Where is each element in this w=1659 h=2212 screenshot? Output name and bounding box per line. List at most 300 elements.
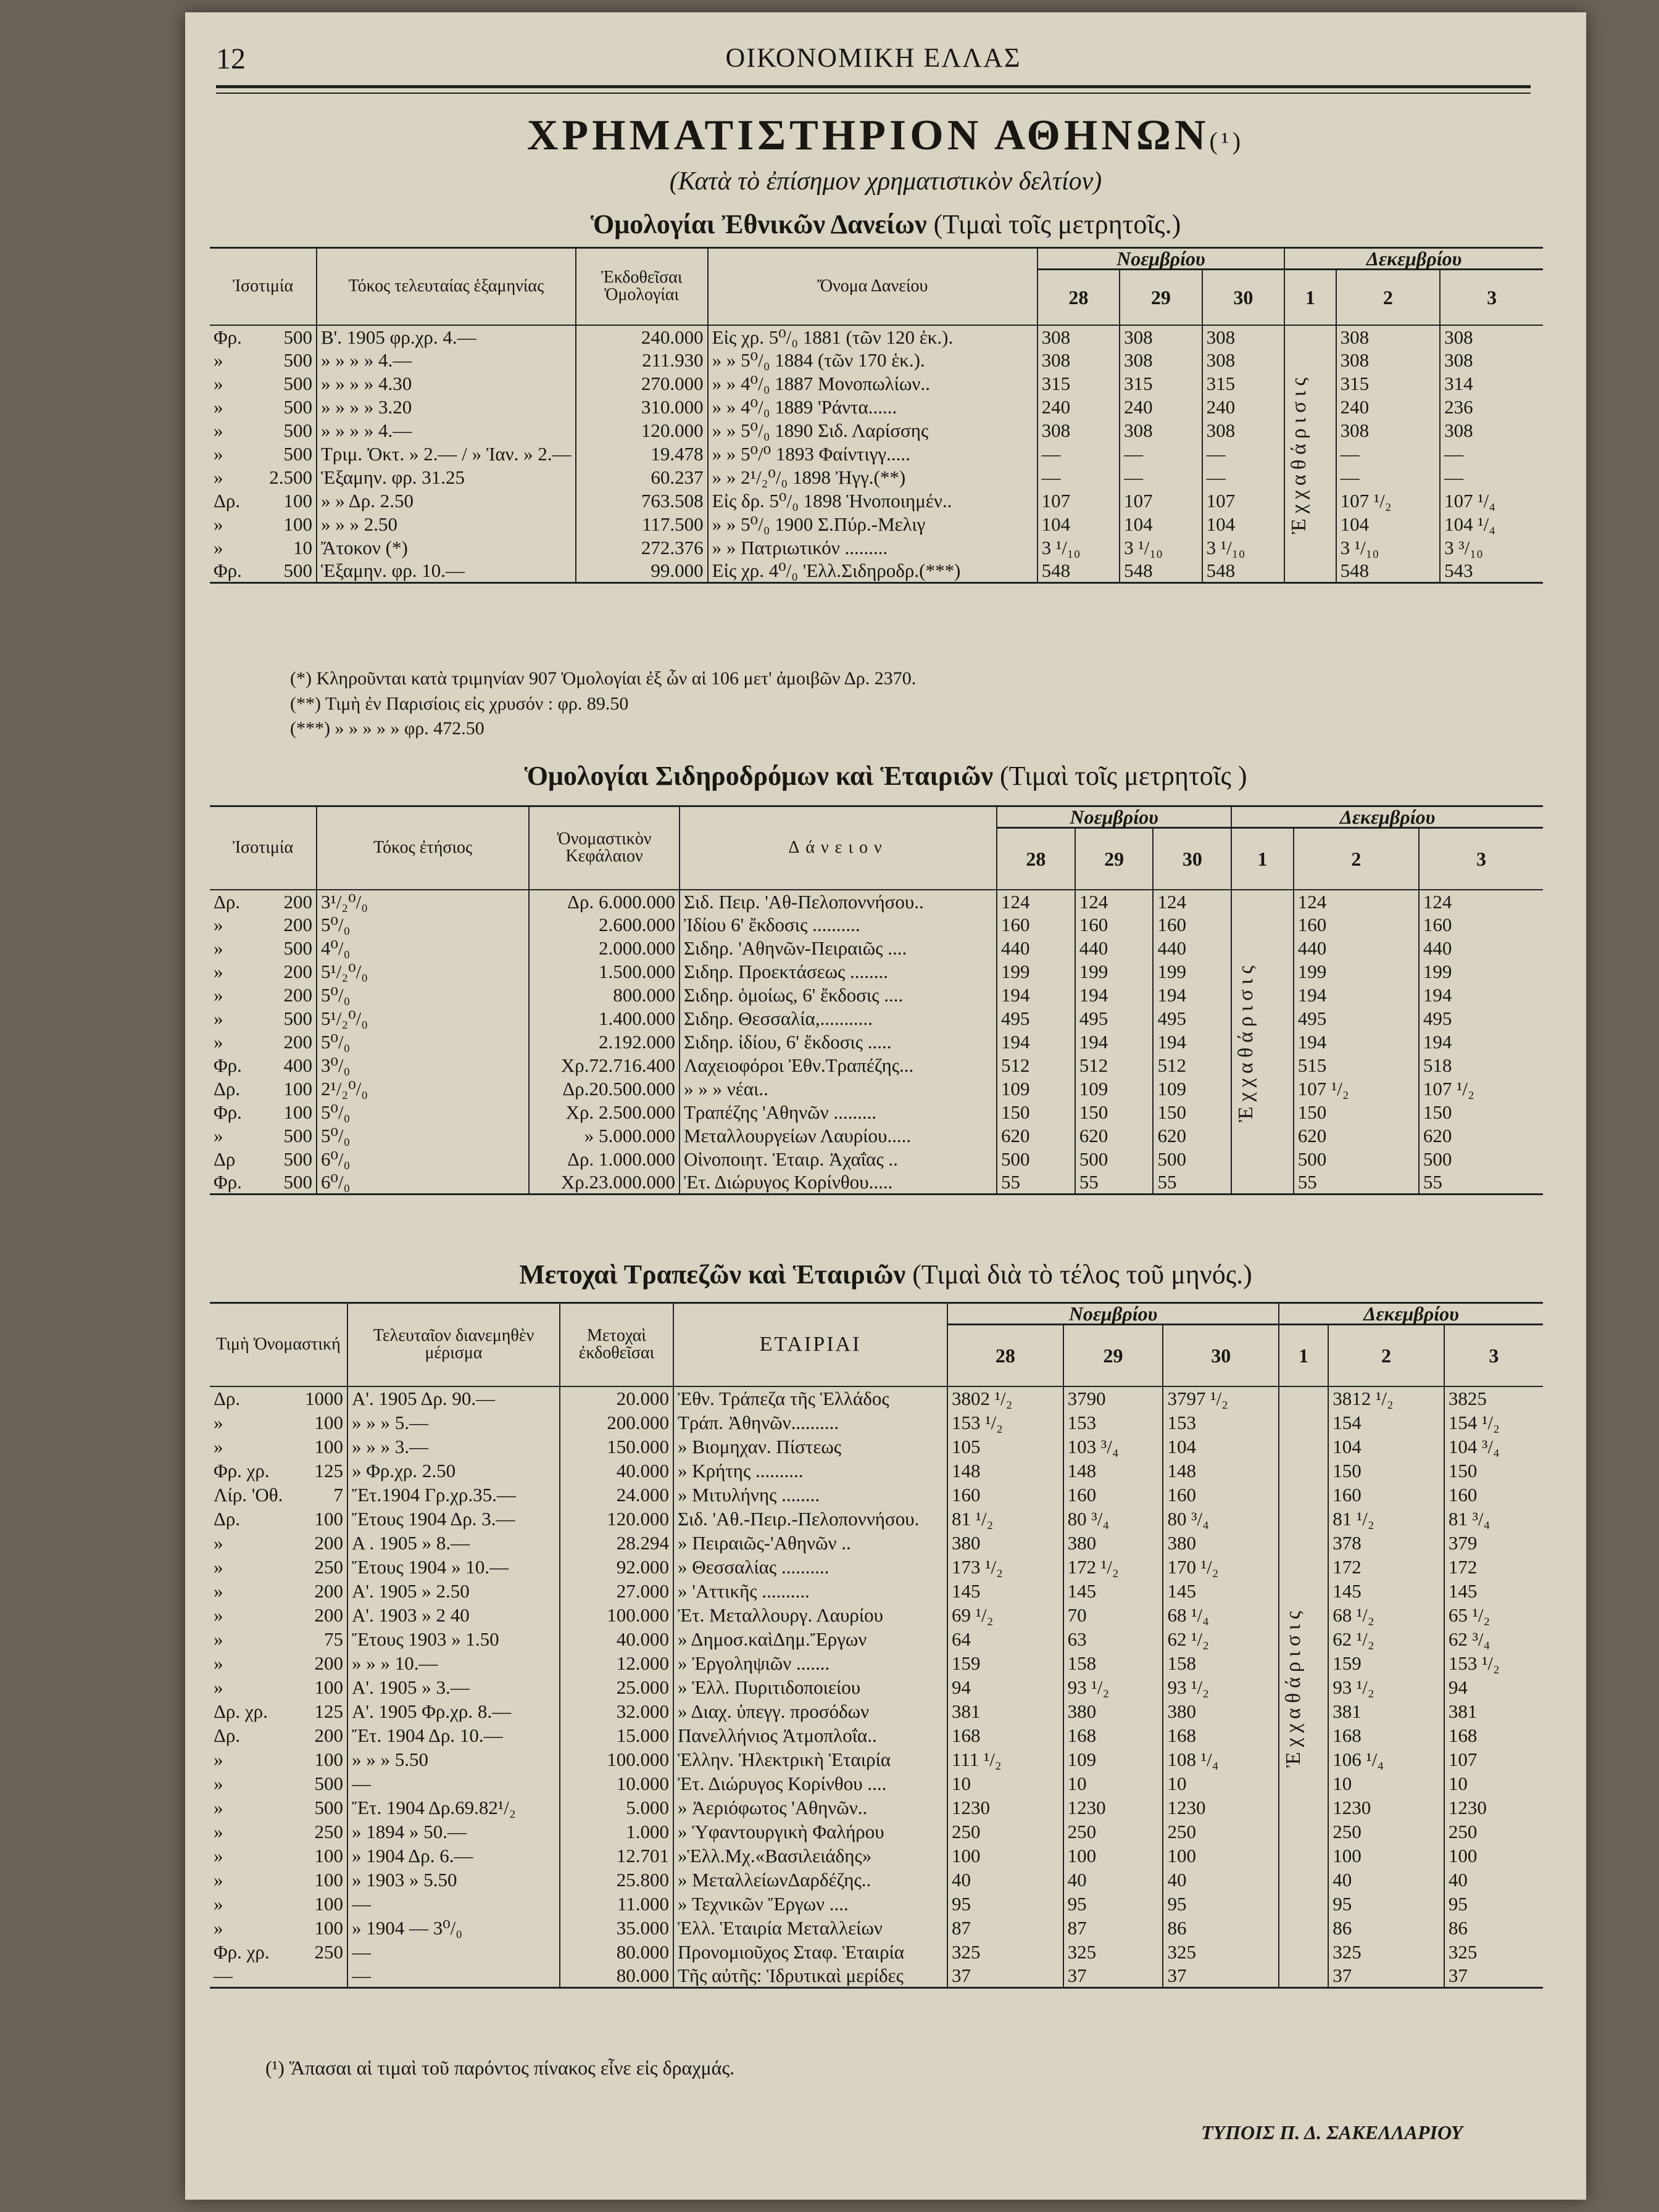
- day-1: 1: [1279, 1325, 1328, 1386]
- price-cell: 250: [1163, 1820, 1279, 1844]
- issued-cell: 80.000: [560, 1940, 673, 1964]
- parity-cell: [210, 1892, 347, 1916]
- coupon-cell: Α . 1905 » 8.—: [347, 1531, 560, 1555]
- parity-cell: [210, 1007, 317, 1030]
- parity-cell: [210, 466, 317, 489]
- issued-cell: 92.000: [560, 1555, 673, 1579]
- unit: »: [214, 349, 223, 371]
- price-cell: 380: [947, 1531, 1063, 1555]
- table-row: [210, 1723, 1543, 1747]
- table-row: [210, 372, 1543, 396]
- price-cell: 65 ¹/₂: [1444, 1603, 1543, 1627]
- table-row: [210, 1651, 1543, 1675]
- price-cell: 150: [1419, 1101, 1543, 1124]
- name-cell: Σιδ. Πειρ. 'Αθ-Πελοποννήσου..: [680, 890, 997, 913]
- coupon-cell: » » » » 4.30: [317, 372, 576, 396]
- table-row: [210, 1148, 1543, 1171]
- coupon-cell: 6⁰/₀: [317, 1171, 529, 1195]
- coupon-cell: 5¹/₂⁰/₀: [317, 960, 529, 984]
- amount: 200: [314, 1724, 343, 1746]
- name-cell: Εἰς χρ. 4⁰/₀ 'Ελλ.Σιδηροδρ.(***): [708, 560, 1037, 583]
- unit: Δρ.: [214, 490, 241, 512]
- col-dividend: Τελευταῖον διανεμηθὲν μέρισμα: [347, 1303, 560, 1386]
- price-cell: 86: [1444, 1916, 1543, 1940]
- amount: 500: [283, 373, 312, 394]
- unit: Λίρ. 'Οθ.: [214, 1483, 283, 1506]
- issued-cell: 763.508: [576, 489, 708, 513]
- price-cell: 172: [1328, 1555, 1444, 1579]
- coupon-cell: 6⁰/₀: [317, 1148, 529, 1171]
- issued-cell: Δρ.20.500.000: [529, 1077, 680, 1101]
- name-cell: Οἰνοποιητ. Ἑταιρ. Ἀχαΐας ..: [680, 1148, 997, 1171]
- section2-title-bold: Ὁμολογίαι Σιδηροδρόμων καὶ Ἑταιριῶν: [524, 761, 993, 791]
- price-cell: 148: [947, 1459, 1063, 1483]
- price-cell: 40: [1163, 1868, 1279, 1892]
- amount: 250: [314, 1820, 343, 1842]
- price-cell: 86: [1163, 1916, 1279, 1940]
- parity-cell: [210, 1747, 347, 1771]
- price-cell: 55: [1075, 1171, 1154, 1195]
- coupon-cell: 5⁰/₀: [317, 1101, 529, 1124]
- price-cell: 194: [997, 1030, 1075, 1054]
- table-row: [210, 1796, 1543, 1820]
- price-cell: 62 ³/₄: [1444, 1627, 1543, 1651]
- price-cell: 87: [1063, 1916, 1163, 1940]
- unit: Δρ.: [214, 1388, 241, 1409]
- price-cell: 145: [1063, 1579, 1163, 1603]
- header-rule: [216, 85, 1531, 88]
- coupon-cell: Α'. 1905 » 3.—: [347, 1675, 560, 1699]
- issued-cell: 28.294: [560, 1531, 673, 1555]
- unit: »: [214, 396, 223, 418]
- unit: »: [214, 1435, 223, 1457]
- printer-credit: ΤΥΠΟΙΣ Π. Δ. ΣΑΚΕΛΛΑΡΙΟΥ: [1200, 2121, 1463, 2144]
- price-cell: 103 ³/₄: [1063, 1435, 1163, 1459]
- col-coupon: Τόκος τελευταίας ἑξαμηνίας: [317, 248, 576, 325]
- col-capital: Ὀνομαστικὸν Κεφάλαιον: [529, 806, 680, 890]
- price-cell: —: [1440, 442, 1543, 466]
- parity-cell: [210, 489, 317, 513]
- name-cell: » Τεχνικῶν Ἔργων ....: [673, 1892, 947, 1916]
- price-cell: 3825: [1444, 1386, 1543, 1410]
- name-cell: Μεταλλουργείων Λαυρίου.....: [680, 1124, 997, 1148]
- price-cell: 548: [1202, 560, 1284, 583]
- price-cell: 308: [1037, 325, 1120, 349]
- parity-cell: [210, 913, 317, 937]
- table-row: [210, 1892, 1543, 1916]
- name-cell: Τραπέζης 'Αθηνῶν .........: [680, 1101, 997, 1124]
- unit: »: [214, 466, 223, 488]
- col-issued: Ἐκδοθεῖσαι Ὁμολογίαι: [576, 248, 708, 325]
- name-cell: Σιδηρ. 'Αθηνῶν-Πειραιῶς ....: [680, 937, 997, 960]
- amount: 500: [314, 1772, 343, 1794]
- price-cell: 194: [1075, 1030, 1154, 1054]
- col-shares: Μετοχαὶ ἐκδοθεῖσαι: [560, 1303, 673, 1386]
- coupon-cell: » » » » 4.—: [317, 349, 576, 372]
- price-cell: 160: [1075, 913, 1154, 937]
- name-cell: » Πειραιῶς-'Αθηνῶν ..: [673, 1531, 947, 1555]
- coupon-cell: 4⁰/₀: [317, 937, 529, 960]
- settlement-label: Ἐχχαθάρισις: [1282, 1605, 1305, 1768]
- price-cell: 93 ¹/₂: [1163, 1675, 1279, 1699]
- day-3: 3: [1419, 828, 1543, 890]
- price-cell: 64: [947, 1627, 1063, 1651]
- table-row: [210, 1030, 1543, 1054]
- price-cell: 380: [1063, 1699, 1163, 1723]
- price-cell: 95: [1063, 1892, 1163, 1916]
- unit: »: [214, 537, 223, 558]
- price-cell: 308: [1440, 419, 1543, 442]
- unit: »: [214, 1844, 223, 1866]
- price-cell: 194: [1419, 1030, 1543, 1054]
- table-row: [210, 1007, 1543, 1030]
- day-2: 2: [1336, 270, 1441, 325]
- price-cell: 240: [1037, 396, 1120, 419]
- price-cell: 240: [1202, 396, 1284, 419]
- unit: Φρ.: [214, 1054, 242, 1076]
- coupon-cell: Α'. 1905 Δρ. 90.—: [347, 1386, 560, 1410]
- coupon-cell: 2¹/₂⁰/₀: [317, 1077, 529, 1101]
- price-cell: 250: [1328, 1820, 1444, 1844]
- unit: Φρ. χρ.: [214, 1459, 270, 1481]
- parity-cell: [210, 1054, 317, 1077]
- table-row: [210, 1940, 1543, 1964]
- day-30: 30: [1202, 270, 1284, 325]
- price-cell: 199: [1153, 960, 1231, 984]
- issued-cell: 240.000: [576, 325, 708, 349]
- issued-cell: 11.000: [560, 1892, 673, 1916]
- parity-cell: [210, 1124, 317, 1148]
- price-cell: 620: [1153, 1124, 1231, 1148]
- price-cell: 160: [1163, 1483, 1279, 1507]
- section3-title-rest: (Τιμαὶ διὰ τὸ τέλος τοῦ μηνός.): [905, 1259, 1252, 1290]
- col-loan: Δάνειον: [680, 806, 997, 890]
- unit: »: [214, 1676, 223, 1698]
- price-cell: 620: [1419, 1124, 1543, 1148]
- price-cell: 94: [947, 1675, 1063, 1699]
- parity-cell: [210, 1651, 347, 1675]
- coupon-cell: » » » 5.50: [347, 1747, 560, 1771]
- price-cell: 104: [1163, 1435, 1279, 1459]
- price-cell: 199: [997, 960, 1075, 984]
- price-cell: 158: [1163, 1651, 1279, 1675]
- price-cell: 153: [1063, 1410, 1163, 1435]
- name-cell: »Ἑλλ.Μχ.«Βασιλειάδης»: [673, 1844, 947, 1868]
- price-cell: 63: [1063, 1627, 1163, 1651]
- table-row: [210, 1507, 1543, 1531]
- price-cell: 55: [997, 1171, 1075, 1195]
- amount: 100: [314, 1748, 343, 1770]
- parity-cell: [210, 1435, 347, 1459]
- parity-cell: [210, 1077, 317, 1101]
- col-parity: Ἰσοτιμία: [232, 838, 294, 858]
- price-cell: 100: [1063, 1844, 1163, 1868]
- price-cell: 199: [1294, 960, 1419, 984]
- amount: 200: [314, 1580, 343, 1602]
- parity-cell: [210, 349, 317, 372]
- name-cell: Ἐτ. Μεταλλουργ. Λαυρίου: [673, 1603, 947, 1627]
- price-cell: 308: [1440, 349, 1543, 372]
- settlement-label: Ἐχχαθάρισις: [1234, 961, 1258, 1123]
- parity-cell: [210, 372, 317, 396]
- parity-cell: [210, 1771, 347, 1796]
- table-row: [210, 1386, 1543, 1410]
- parity-cell: [210, 1844, 347, 1868]
- price-cell: 308: [1037, 419, 1120, 442]
- unit: Φρ.: [214, 1101, 242, 1123]
- issued-cell: 35.000: [560, 1916, 673, 1940]
- day-29: 29: [1063, 1325, 1163, 1386]
- section1-title-bold: Ὁμολογίαι Ἐθνικῶν Δανείων: [590, 209, 927, 239]
- name-cell: Εἰς δρ. 5⁰/₀ 1898 Ἡνοποιημέν..: [708, 489, 1037, 513]
- price-cell: 55: [1419, 1171, 1543, 1195]
- amount: 200: [283, 961, 312, 982]
- parity-cell: [210, 1964, 347, 1988]
- day-30: 30: [1163, 1325, 1279, 1386]
- parity-cell: [210, 396, 317, 419]
- coupon-cell: Τριμ. Ὀκτ. » 2.— / » Ἰαν. » 2.—: [317, 442, 576, 466]
- price-cell: 145: [1444, 1579, 1543, 1603]
- price-cell: 168: [1063, 1723, 1163, 1747]
- coupon-cell: » » » » 3.20: [317, 396, 576, 419]
- bank-shares-table: [210, 1302, 1543, 1989]
- price-cell: 68 ¹/₄: [1163, 1603, 1279, 1627]
- amount: 200: [283, 914, 312, 935]
- amount: 200: [283, 984, 312, 1006]
- coupon-cell: Ἔτ.1904 Γρ.χρ.35.—: [347, 1483, 560, 1507]
- price-cell: 124: [997, 890, 1075, 913]
- unit: »: [214, 1820, 223, 1842]
- price-cell: 109: [997, 1077, 1075, 1101]
- price-cell: 10: [947, 1771, 1063, 1796]
- parity-cell: [210, 442, 317, 466]
- price-cell: 236: [1440, 396, 1543, 419]
- day-1: 1: [1284, 270, 1336, 325]
- amount: 100: [283, 490, 312, 512]
- price-cell: 308: [1120, 325, 1202, 349]
- name-cell: » » 5⁰/₀ 1890 Σιδ. Λαρίσσης: [708, 419, 1037, 442]
- amount: 500: [283, 937, 312, 959]
- coupon-cell: » » » » 4.—: [317, 419, 576, 442]
- parity-cell: [210, 325, 317, 349]
- price-cell: 62 ¹/₂: [1328, 1627, 1444, 1651]
- price-cell: 250: [947, 1820, 1063, 1844]
- table-row: [210, 466, 1543, 489]
- unit: »: [214, 1125, 223, 1146]
- price-cell: 104 ¹/₄: [1440, 513, 1543, 536]
- price-cell: 199: [1075, 960, 1154, 984]
- price-cell: 440: [1153, 937, 1231, 960]
- table-row: [210, 1627, 1543, 1651]
- price-cell: 160: [947, 1483, 1063, 1507]
- month-december: Δεκεμβρίου: [1231, 806, 1543, 828]
- coupon-cell: 5⁰/₀: [317, 984, 529, 1007]
- amount: 500: [283, 420, 312, 441]
- price-cell: 194: [1153, 1030, 1231, 1054]
- price-cell: 153 ¹/₂: [1444, 1651, 1543, 1675]
- price-cell: 250: [1444, 1820, 1543, 1844]
- issued-cell: 120.000: [560, 1507, 673, 1531]
- price-cell: 81 ¹/₂: [947, 1507, 1063, 1531]
- price-cell: 160: [997, 913, 1075, 937]
- name-cell: » Βιομηχαν. Πίστεως: [673, 1435, 947, 1459]
- coupon-cell: » 1894 » 50.—: [347, 1820, 560, 1844]
- price-cell: 68 ¹/₂: [1328, 1603, 1444, 1627]
- coupon-cell: » 1903 » 5.50: [347, 1868, 560, 1892]
- price-cell: 55: [1153, 1171, 1231, 1195]
- price-cell: 620: [997, 1124, 1075, 1148]
- unit: »: [214, 1531, 223, 1554]
- issued-cell: 100.000: [560, 1603, 673, 1627]
- national-loans-table: [210, 247, 1543, 584]
- parity-cell: [210, 984, 317, 1007]
- price-cell: 3 ¹/₁₀: [1120, 536, 1202, 560]
- unit: »: [214, 373, 223, 394]
- issued-cell: 99.000: [576, 560, 708, 583]
- coupon-cell: Α'. 1905 » 2.50: [347, 1579, 560, 1603]
- issued-cell: 40.000: [560, 1459, 673, 1483]
- col-companies: ΕΤΑΙΡΙΑΙ: [673, 1303, 947, 1386]
- price-cell: 10: [1444, 1771, 1543, 1796]
- issued-cell: 24.000: [560, 1483, 673, 1507]
- name-cell: Ἰδίου 6' ἔκδοσις ..........: [680, 913, 997, 937]
- amount: 500: [283, 1008, 312, 1029]
- issued-cell: 100.000: [560, 1747, 673, 1771]
- price-cell: 325: [1163, 1940, 1279, 1964]
- amount: 500: [283, 396, 312, 418]
- price-cell: 308: [1336, 419, 1441, 442]
- coupon-cell: Ἔτ. 1904 Δρ. 10.—: [347, 1723, 560, 1747]
- coupon-cell: Β'. 1905 φρ.χρ. 4.—: [317, 325, 576, 349]
- coupon-cell: Α'. 1903 » 2 40: [347, 1603, 560, 1627]
- price-cell: 105: [947, 1435, 1063, 1459]
- parity-cell: [210, 960, 317, 984]
- name-cell: » » 5⁰/⁰ 1893 Φαίντιγγ.....: [708, 442, 1037, 466]
- unit: »: [214, 961, 223, 982]
- name-cell: Ἑλλην. Ἠλεκτρικὴ Ἑταιρία: [673, 1747, 947, 1771]
- parity-cell: [210, 1579, 347, 1603]
- day-3: 3: [1444, 1325, 1543, 1386]
- price-cell: 512: [997, 1054, 1075, 1077]
- subtitle: (Κατὰ τὸ ἐπίσημον χρηματιστικὸν δελτίον): [669, 167, 1102, 196]
- price-cell: 512: [1075, 1054, 1154, 1077]
- price-cell: —: [1037, 466, 1120, 489]
- amount: 200: [283, 890, 312, 913]
- main-title: [185, 111, 1586, 160]
- price-cell: 3797 ¹/₂: [1163, 1386, 1279, 1410]
- price-cell: 150: [1328, 1459, 1444, 1483]
- table-row: [210, 1410, 1543, 1435]
- coupon-cell: Ἔτους 1904 » 10.—: [347, 1555, 560, 1579]
- day-30: 30: [1153, 828, 1231, 890]
- price-cell: 124: [1075, 890, 1154, 913]
- unit: Φρ.: [214, 326, 242, 348]
- parity-cell: [210, 1171, 317, 1195]
- price-cell: 620: [1075, 1124, 1154, 1148]
- price-cell: 109: [1063, 1747, 1163, 1771]
- parity-cell: [210, 419, 317, 442]
- issued-cell: Χρ. 2.500.000: [529, 1101, 680, 1124]
- issued-cell: 12.701: [560, 1844, 673, 1868]
- price-cell: 80 ³/₄: [1163, 1507, 1279, 1531]
- col-interest: Τόκος ἐτήσιος: [317, 806, 529, 890]
- page-number: 12: [216, 43, 246, 75]
- table-row: [210, 913, 1543, 937]
- price-cell: —: [1336, 466, 1441, 489]
- price-cell: 380: [1163, 1699, 1279, 1723]
- price-cell: 194: [1153, 984, 1231, 1007]
- unit: »: [214, 1628, 223, 1650]
- amount: 500: [283, 443, 312, 465]
- issued-cell: 27.000: [560, 1579, 673, 1603]
- month-november: Νοεμβρίου: [947, 1303, 1279, 1325]
- issued-cell: 1.400.000: [529, 1007, 680, 1030]
- table-row: [210, 489, 1543, 513]
- price-cell: 107 ¹/₂: [1294, 1077, 1419, 1101]
- price-cell: 168: [1444, 1723, 1543, 1747]
- price-cell: —: [1202, 466, 1284, 489]
- price-cell: 104: [1202, 513, 1284, 536]
- issued-cell: Δρ. 6.000.000: [529, 890, 680, 913]
- parity-cell: [210, 1507, 347, 1531]
- day-2: 2: [1328, 1325, 1444, 1386]
- running-title: ΟΙΚΟΝΟΜΙΚΗ ΕΛΛΑΣ: [725, 43, 1021, 73]
- amount: 200: [283, 1031, 312, 1053]
- coupon-cell: Ἔτ. 1904 Δρ.69.82¹/₂: [347, 1796, 560, 1820]
- issued-cell: 2.192.000: [529, 1030, 680, 1054]
- unit: Δρ. χρ.: [214, 1700, 268, 1722]
- price-cell: 240: [1120, 396, 1202, 419]
- settlement-column: [1279, 1386, 1328, 1988]
- amount: 400: [283, 1054, 312, 1076]
- price-cell: 518: [1419, 1054, 1543, 1077]
- coupon-cell: 5⁰/₀: [317, 913, 529, 937]
- coupon-cell: —: [347, 1940, 560, 1964]
- day-28: 28: [997, 828, 1075, 890]
- parity-cell: [210, 1410, 347, 1435]
- coupon-cell: » » Δρ. 2.50: [317, 489, 576, 513]
- table-row: [210, 1579, 1543, 1603]
- price-cell: 100: [1328, 1844, 1444, 1868]
- issued-cell: 211.930: [576, 349, 708, 372]
- issued-cell: 19.478: [576, 442, 708, 466]
- unit: »: [214, 1916, 223, 1939]
- price-cell: 495: [1075, 1007, 1154, 1030]
- table-row: [210, 960, 1543, 984]
- newspaper-page: [185, 12, 1586, 2200]
- price-cell: 10: [1163, 1771, 1279, 1796]
- table-row: [210, 1435, 1543, 1459]
- price-cell: 150: [1444, 1459, 1543, 1483]
- unit: »: [214, 443, 223, 465]
- price-cell: 500: [1075, 1148, 1154, 1171]
- name-cell: Λαχειοφόροι Ἐθν.Τραπέζης...: [680, 1054, 997, 1077]
- price-cell: 107: [1202, 489, 1284, 513]
- price-cell: 159: [947, 1651, 1063, 1675]
- price-cell: 104: [1336, 513, 1441, 536]
- unit: Φρ.: [214, 560, 242, 582]
- amount: 500: [283, 1171, 312, 1193]
- page-header: [216, 37, 1531, 80]
- issued-cell: 80.000: [560, 1964, 673, 1988]
- issued-cell: Δρ. 1.000.000: [529, 1148, 680, 1171]
- unit: »: [214, 420, 223, 441]
- table-row: [210, 1054, 1543, 1077]
- amount: 7: [333, 1483, 343, 1506]
- table-row: [210, 1771, 1543, 1796]
- issued-cell: 1.500.000: [529, 960, 680, 984]
- table-row: [210, 396, 1543, 419]
